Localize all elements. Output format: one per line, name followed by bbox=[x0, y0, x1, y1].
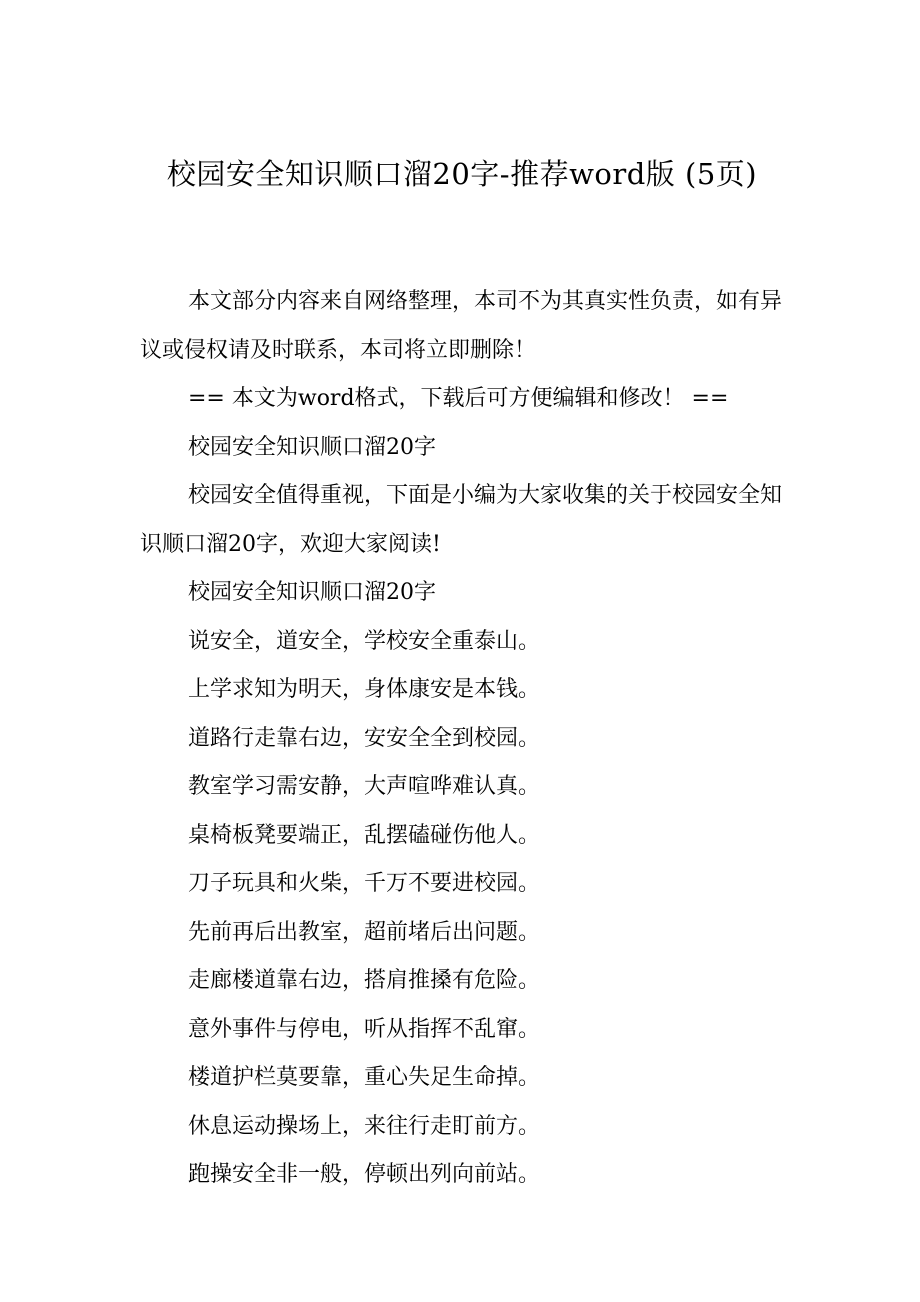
paragraph-format-note: == 本文为word格式，下载后可方便编辑和修改！ == bbox=[188, 386, 729, 411]
rhyme-line: 说安全，道安全，学校安全重泰山。 bbox=[188, 628, 541, 654]
paragraph-intro: 校园安全值得重视，下面是小编为大家收集的关于校园安全知识顺口溜20字，欢迎大家阅读! bbox=[140, 483, 783, 557]
rhyme-line: 道路行走靠右边，安安全全到校园。 bbox=[188, 725, 541, 751]
rhyme-line: 跑操安全非一般，停顿出列向前站。 bbox=[188, 1162, 541, 1187]
rhyme-line: 桌椅板凳要端正，乱摆磕碰伤他人。 bbox=[188, 822, 541, 848]
document-title: 校园安全知识顺口溜20字-推荐word版 (5页) bbox=[166, 157, 758, 191]
rhyme-line: 先前再后出教室，超前堵后出问题。 bbox=[188, 919, 541, 945]
rhyme-line: 休息运动操场上，来往行走盯前方。 bbox=[188, 1113, 541, 1139]
paragraph-disclaimer: 本文部分内容来自网络整理，本司不为其真实性负责，如有异议或侵权请及时联系，本司将立即删除！ bbox=[140, 289, 783, 363]
paragraph-heading: 校园安全知识顺口溜20字 bbox=[188, 434, 436, 460]
rhyme-line: 走廊楼道靠右边，搭肩推搡有危险。 bbox=[188, 968, 541, 993]
rhyme-line: 刀子玩具和火柴，千万不要进校园。 bbox=[188, 871, 541, 896]
document-body bbox=[140, 278, 800, 1200]
rhyme-line: 上学求知为明天，身体康安是本钱。 bbox=[188, 677, 541, 702]
rhyme-line: 教室学习需安静，大声喧哗难认真。 bbox=[188, 774, 541, 799]
paragraph-subheading: 校园安全知识顺口溜20字 bbox=[188, 580, 436, 605]
rhyme-line: 楼道护栏莫要靠，重心失足生命掉。 bbox=[188, 1065, 541, 1090]
rhyme-line: 意外事件与停电，听从指挥不乱窜。 bbox=[188, 1016, 541, 1042]
